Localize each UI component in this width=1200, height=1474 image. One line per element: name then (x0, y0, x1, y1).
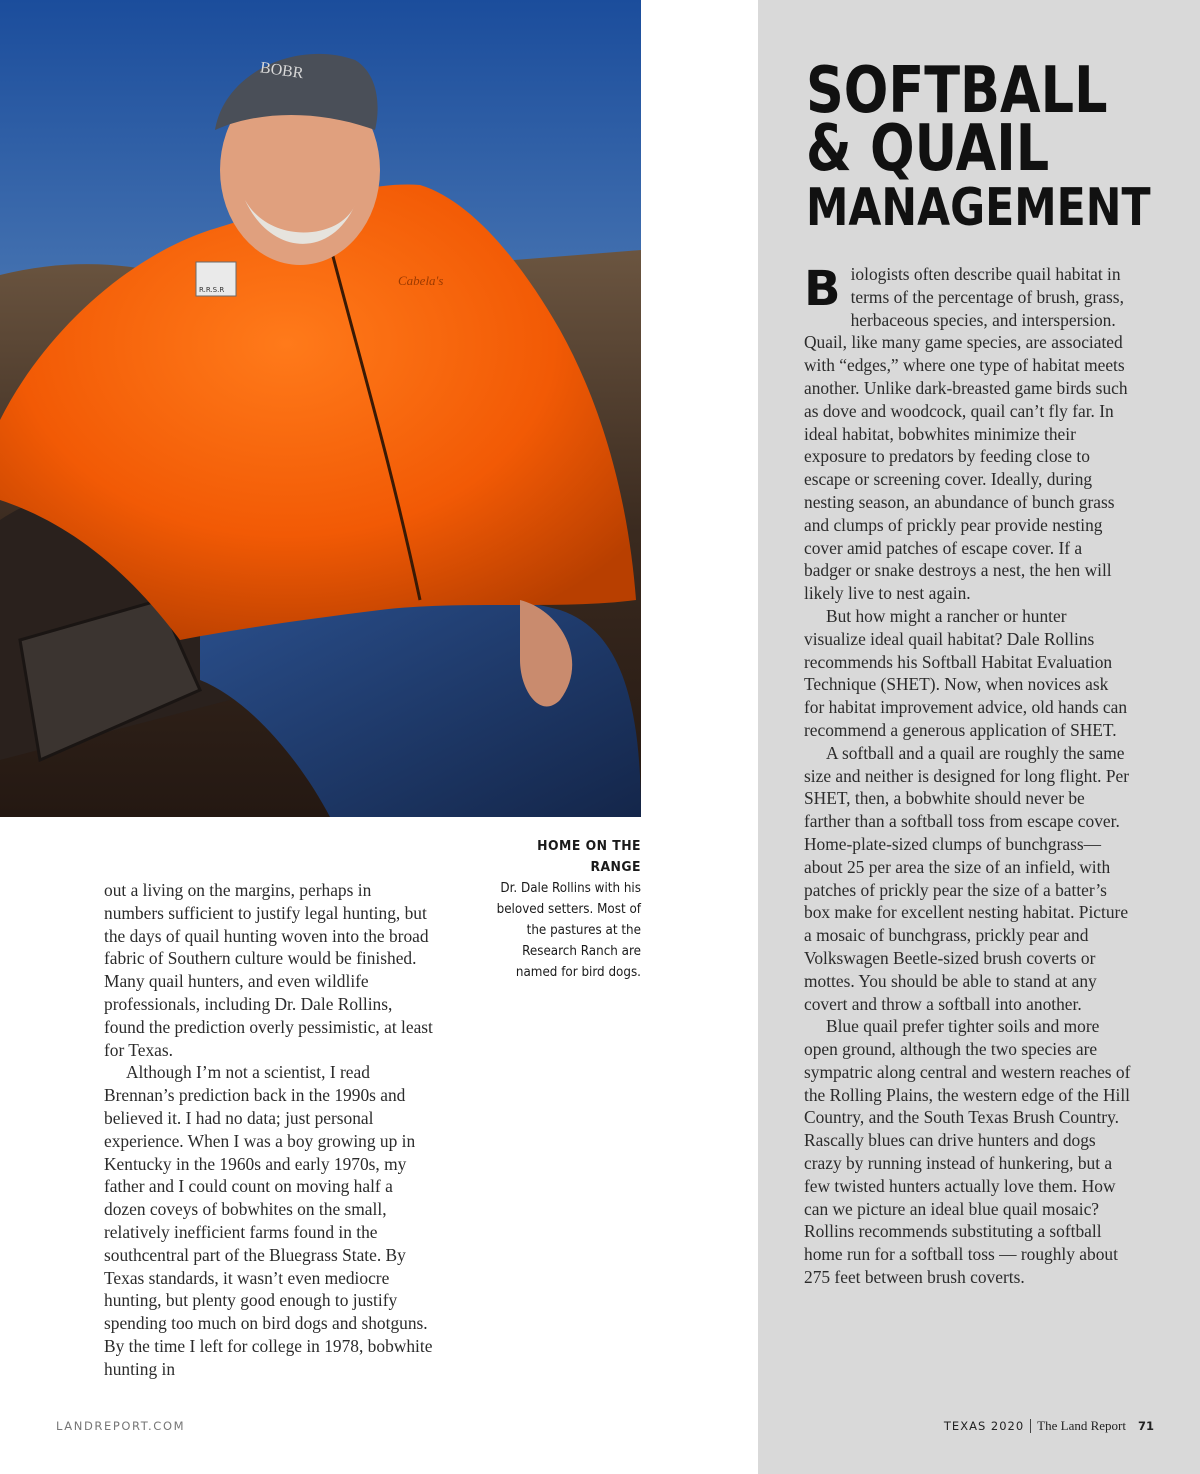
footer-divider (1030, 1419, 1031, 1433)
headline-line-2: & QUAIL (806, 112, 1050, 186)
footer-magazine-name: The Land Report (1037, 1418, 1126, 1433)
headline-line-3: MANAGEMENT (806, 178, 1151, 238)
photo-illustration (0, 0, 641, 817)
photo-caption (484, 836, 641, 983)
feature-photo (0, 0, 641, 817)
main-article-column (104, 879, 434, 1381)
sidebar-paragraph (804, 263, 1132, 605)
caption-text: Dr. Dale Rollins with his beloved setters. Most of the pastures at the Research Ranch are named for bird dogs. (496, 881, 641, 980)
jacket-logo: Cabela's (398, 273, 444, 288)
headline-line-1: SOFTBALL (806, 54, 1108, 128)
sidebar-body (804, 263, 1132, 1289)
caption-title: HOME ON THE RANGE (537, 838, 641, 875)
footer-site-url: LANDREPORT.COM (56, 1419, 186, 1433)
patch-text: R.R.S.R (199, 286, 225, 294)
sidebar-paragraph: A softball and a quail are roughly the same size and neither is designed for long flight. Per SHET, then, a bobwhite should never be farther than a softball toss from escape cover. Home-plate-sized clumps of bunchgrass—about 25 per area the size of an infield, with patches of prickly pear the size of a batter’s box make for excellent nesting habitat. Picture a mosaic of bunchgrass, prickly pear and Volkswagen Beetle-sized brush coverts or mottes. You should be able to stand at any covert and throw a softball into another. (804, 742, 1130, 1014)
drop-cap: B (804, 261, 841, 317)
cap-text: BOBR (258, 59, 305, 83)
sidebar-paragraph: But how might a rancher or hunter visualize ideal quail habitat? Dale Rollins recommends his Softball Habitat Evaluation Technique (SHET). Now, when novices ask for habitat improvement advice, old hands can recommend a generous application of SHET. (804, 605, 1128, 740)
sidebar-headline (806, 54, 1151, 238)
article-paragraph: Although I’m not a scientist, I read Brennan’s prediction back in the 1990s and believed it. I had no data; just personal experience. When I was a boy growing up in Kentucky in the 1960s and early 1970s, my father and I could count on moving half a dozen coveys of bobwhites on the small, relatively inefficient farms found in the southcentral part of the Bluegrass State. By Texas standards, it wasn’t even mediocre hunting, but plenty good enough to justify spending too much on bird dogs and shotguns. By the time I left for college in 1978, bobwhite hunting in (104, 1062, 433, 1379)
page-number: 71 (1137, 1419, 1154, 1433)
article-paragraph: out a living on the margins, perhaps in numbers sufficient to justify legal hunting, but the days of quail hunting woven into the broad fabric of Southern culture would be finished. Many quail hunters, and even wildlife professionals, including Dr. Dale Rollins, found the prediction overly pessimistic, at least for Texas. (104, 880, 433, 1060)
sidebar-paragraph-text: iologists often describe quail habitat in terms of the percentage of brush, grass, herbaceous species, and interspersion. Quail, like many game species, are associated with “edges,” where one type of habitat meets another. Unlike dark-breasted game birds such as dove and woodcock, quail can’t fly far. In ideal habitat, bobwhites minimize their exposure to predators by feeding close to escape or screening cover. Ideally, during nesting season, an abundance of bunch grass and clumps of prickly pear provide nesting cover amid patches of escape cover. If a badger or snake destroys a nest, the hen will likely live to nest again. (804, 264, 1128, 604)
sidebar-paragraph: Blue quail prefer tighter soils and more open ground, although the two species are sympatric along central and western reaches of the Rolling Plains, the western edge of the Hill Country, and the South Texas Brush Country. Rascally blues can drive hunters and dogs crazy by running instead of hunkering, but a few twisted hunters actually love them. How can we picture an ideal blue quail mosaic? Rollins recommends substituting a softball home run for a softball toss — roughly about 275 feet between brush coverts. (804, 1016, 1131, 1288)
footer-issue: TEXAS 2020 (943, 1419, 1025, 1433)
footer-folio (944, 1418, 1154, 1434)
